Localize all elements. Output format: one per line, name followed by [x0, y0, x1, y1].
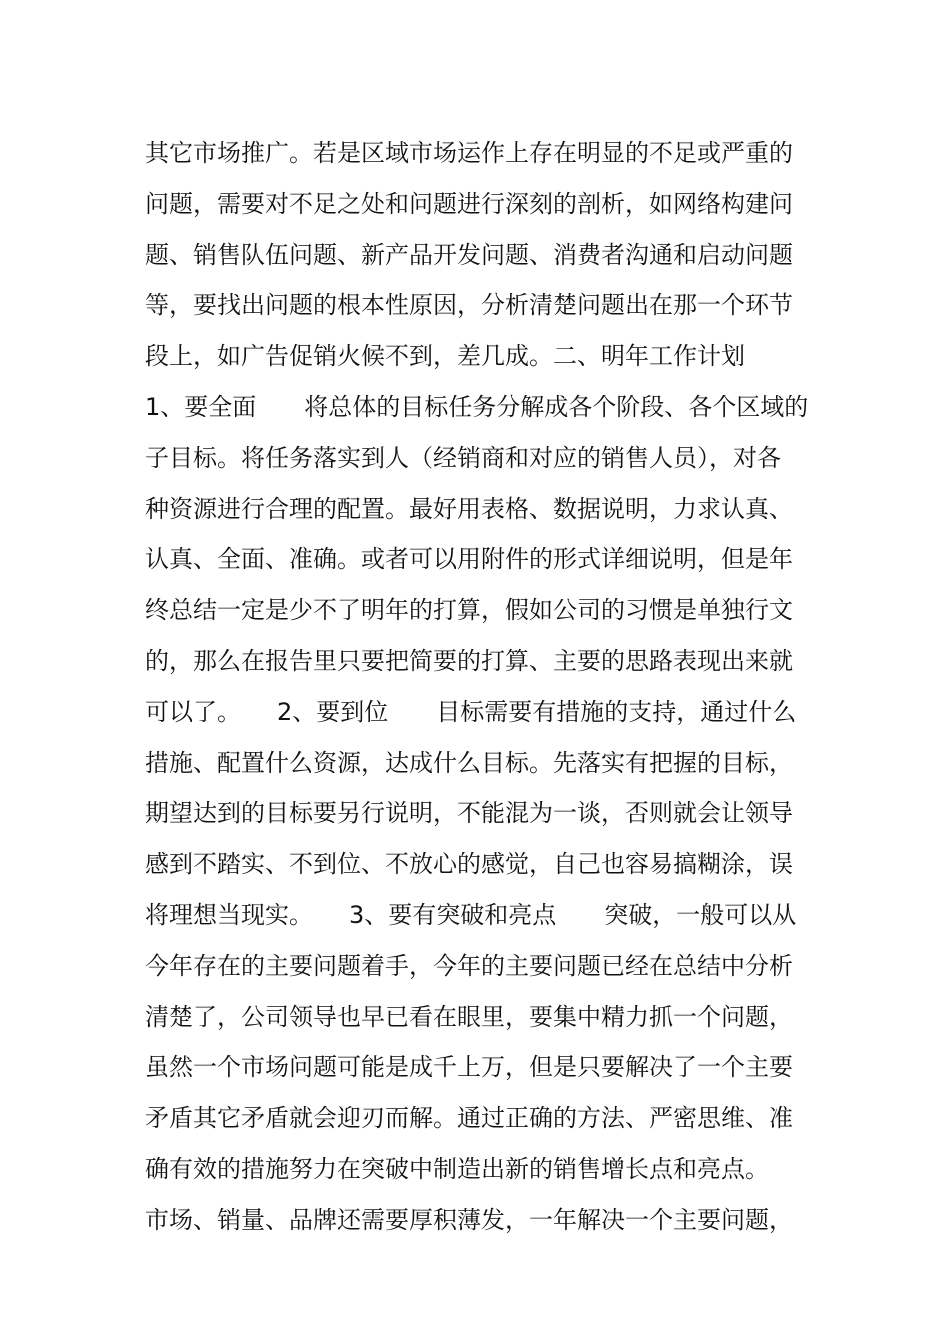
text-line: 认真、全面、准确。或者可以用附件的形式详细说明，但是年 — [145, 545, 793, 574]
text-line: 等，要找出问题的根本性原因，分析清楚问题出在那一个环节 — [145, 291, 793, 320]
text-line: 1、要全面 将总体的目标任务分解成各个阶段、各个区域的 — [145, 392, 809, 421]
text-line: 市场、销量、品牌还需要厚积薄发，一年解决一个主要问题， — [145, 1205, 793, 1234]
text-line: 问题，需要对不足之处和问题进行深刻的剖析，如网络构建问 — [145, 189, 793, 218]
text-line: 感到不踏实、不到位、不放心的感觉，自己也容易搞糊涂，误 — [145, 850, 793, 879]
text-line: 的，那么在报告里只要把简要的打算、主要的思路表现出来就 — [145, 646, 793, 675]
text-line: 终总结一定是少不了明年的打算，假如公司的习惯是单独行文 — [145, 596, 793, 625]
body-text — [145, 128, 825, 1246]
text-line: 措施、配置什么资源，达成什么目标。先落实有把握的目标， — [145, 748, 793, 777]
text-line: 子目标。将任务落实到人（经销商和对应的销售人员），对各 — [145, 443, 781, 472]
text-line: 期望达到的目标要另行说明，不能混为一谈，否则就会让领导 — [145, 799, 793, 828]
text-line: 段上，如广告促销火候不到，差几成。二、明年工作计划 — [145, 342, 745, 371]
text-line: 题、销售队伍问题、新产品开发问题、消费者沟通和启动问题 — [145, 240, 793, 269]
text-line: 清楚了，公司领导也早已看在眼里，要集中精力抓一个问题， — [145, 1002, 793, 1031]
text-line: 将理想当现实。 3、要有突破和亮点 突破，一般可以从 — [145, 900, 797, 929]
text-line: 可以了。 2、要到位 目标需要有措施的支持，通过什么 — [145, 697, 797, 726]
text-line: 今年存在的主要问题着手，今年的主要问题已经在总结中分析 — [145, 951, 793, 980]
text-line: 矛盾其它矛盾就会迎刃而解。通过正确的方法、严密思维、准 — [145, 1104, 793, 1133]
text-line: 其它市场推广。若是区域市场运作上存在明显的不足或严重的 — [145, 139, 793, 167]
text-line: 种资源进行合理的配置。最好用表格、数据说明，力求认真、 — [145, 494, 793, 523]
text-line: 虽然一个市场问题可能是成千上万，但是只要解决了一个主要 — [145, 1053, 793, 1082]
text-line: 确有效的措施努力在突破中制造出新的销售增长点和亮点。 — [145, 1154, 769, 1183]
